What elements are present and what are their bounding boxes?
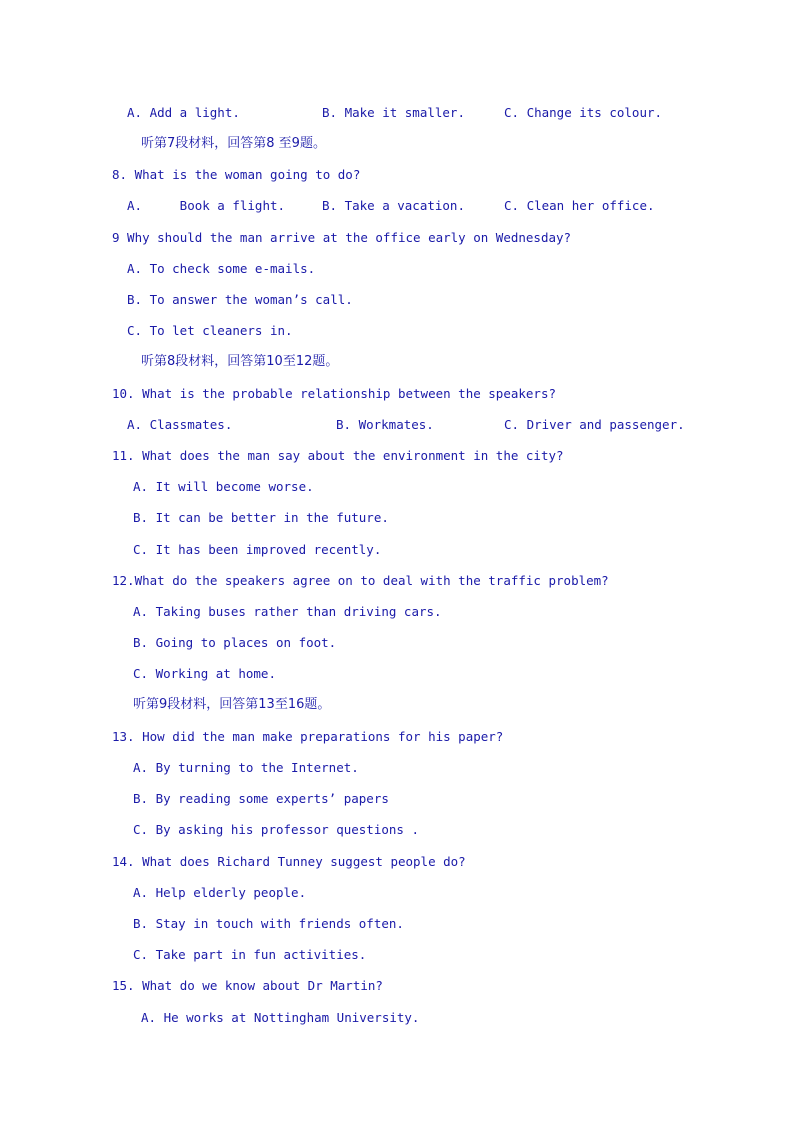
q12-option-c: C. Working at home. bbox=[133, 666, 276, 681]
q11-question: 11. What does the man say about the environment in the city? bbox=[112, 448, 564, 463]
q10-option-b: B. Workmates. bbox=[336, 417, 434, 432]
section-7-instruction: 听第7段材料，回答第8 至9题。 bbox=[141, 136, 326, 151]
q7-option-b: B. Make it smaller. bbox=[322, 105, 465, 120]
q13-option-c: C. By asking his professor questions . bbox=[133, 822, 419, 837]
q7-option-c: C. Change its colour. bbox=[504, 105, 663, 120]
q10-option-a: A. Classmates. bbox=[127, 417, 233, 432]
q9-option-c: C. To let cleaners in. bbox=[127, 323, 293, 338]
q8-option-b: B. Take a vacation. bbox=[322, 198, 465, 213]
q10-question: 10. What is the probable relationship between the speakers? bbox=[112, 386, 557, 401]
q11-option-a: A. It will become worse. bbox=[133, 479, 314, 494]
q14-question: 14. What does Richard Tunney suggest people do? bbox=[112, 854, 466, 869]
q11-option-c: C. It has been improved recently. bbox=[133, 542, 382, 557]
q13-option-b: B. By reading some experts’ papers bbox=[133, 791, 389, 806]
q15-question: 15. What do we know about Dr Martin? bbox=[112, 978, 383, 993]
q8-option-a: A. Book a flight. bbox=[127, 198, 286, 213]
q12-question: 12.What do the speakers agree on to deal with the traffic problem? bbox=[112, 573, 609, 588]
q7-option-a: A. Add a light. bbox=[127, 105, 240, 120]
q13-option-a: A. By turning to the Internet. bbox=[133, 760, 359, 775]
q14-option-a: A. Help elderly people. bbox=[133, 885, 307, 900]
q12-option-b: B. Going to places on foot. bbox=[133, 635, 337, 650]
q10-option-c: C. Driver and passenger. bbox=[504, 417, 685, 432]
section-9-instruction: 听第9段材料，回答第13至16题。 bbox=[133, 697, 331, 712]
q14-option-c: C. Take part in fun activities. bbox=[133, 947, 367, 962]
section-8-instruction: 听第8段材料，回答第10至12题。 bbox=[141, 354, 339, 369]
q9-option-a: A. To check some e-mails. bbox=[127, 261, 316, 276]
q8-question: 8. What is the woman going to do? bbox=[112, 167, 361, 182]
q11-option-b: B. It can be better in the future. bbox=[133, 510, 389, 525]
q14-option-b: B. Stay in touch with friends often. bbox=[133, 916, 404, 931]
q15-option-a: A. He works at Nottingham University. bbox=[141, 1010, 420, 1025]
q12-option-a: A. Taking buses rather than driving cars. bbox=[133, 604, 442, 619]
q8-option-c: C. Clean her office. bbox=[504, 198, 655, 213]
q9-question: 9 Why should the man arrive at the office early on Wednesday? bbox=[112, 230, 572, 245]
q13-question: 13. How did the man make preparations for his paper? bbox=[112, 729, 504, 744]
q9-option-b: B. To answer the woman’s call. bbox=[127, 292, 353, 307]
